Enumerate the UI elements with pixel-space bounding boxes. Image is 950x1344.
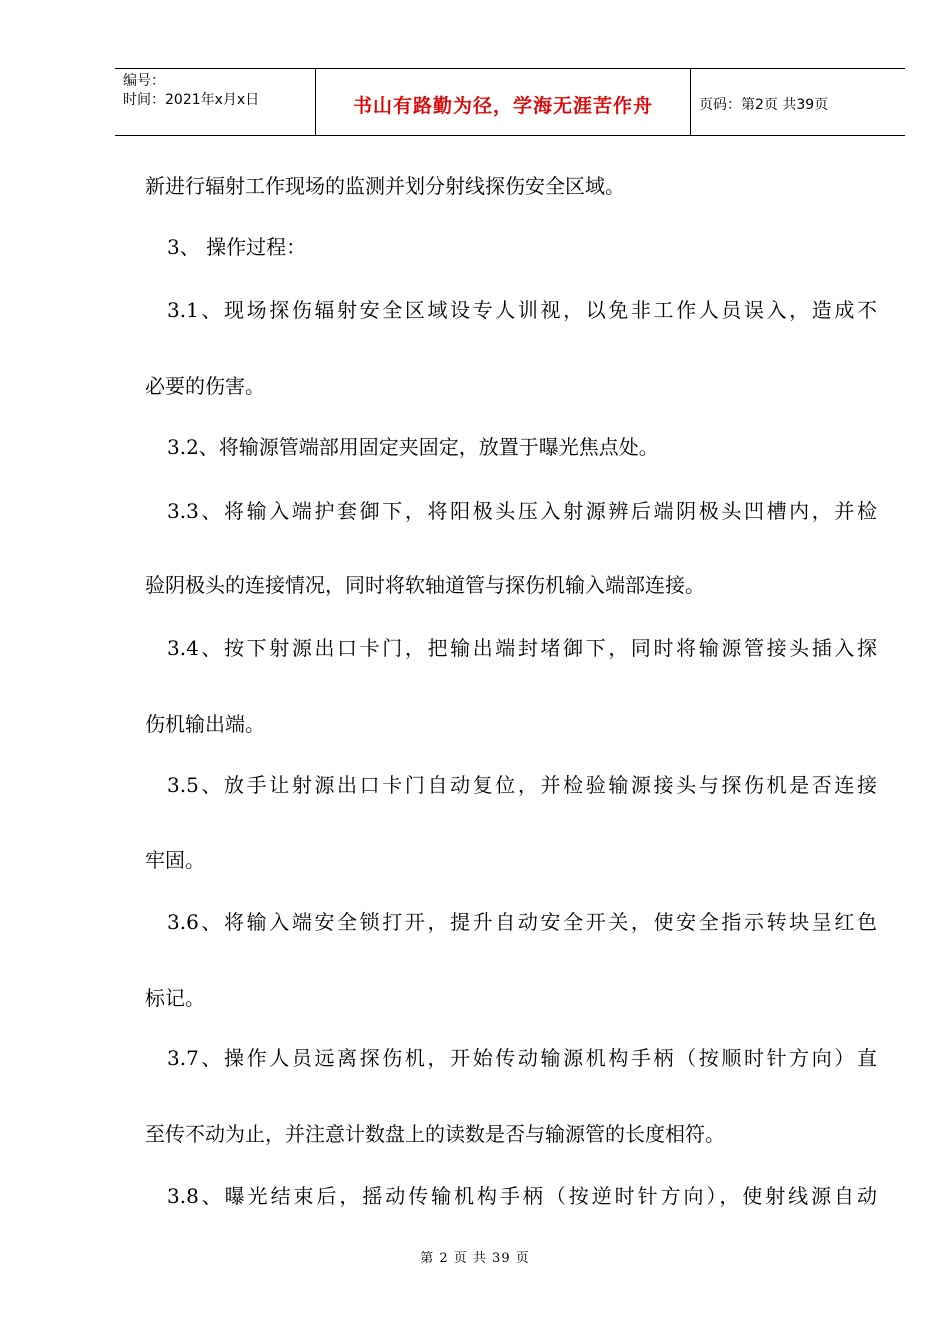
body-line: 3.6、将输入端安全锁打开，提升自动安全开关，使安全指示转块呈红色: [167, 910, 877, 934]
body-line: 3.3、将输入端护套御下，将阳极头压入射源辨后端阴极头凹槽内，并检: [167, 499, 877, 523]
page-header: [115, 68, 905, 136]
body-line: 牢固。: [145, 848, 205, 872]
body-line: 3.8、曝光结束后，摇动传输机构手柄（按逆时针方向），使射线源自动: [167, 1184, 877, 1208]
body-line: 3.1、现场探伤辐射安全区域设专人训视，以免非工作人员误入，造成不: [167, 298, 877, 322]
body-line: 3.5、放手让射源出口卡门自动复位，并检验输源接头与探伤机是否连接: [167, 773, 877, 797]
document-number: 编号：: [123, 73, 165, 89]
section-heading: 3、 操作过程：: [167, 235, 307, 259]
body-line: 伤机输出端。: [145, 712, 265, 736]
body-line: 验阴极头的连接情况，同时将软轴道管与探伤机输入端部连接。: [145, 573, 705, 597]
body-line: 必要的伤害。: [145, 374, 265, 398]
header-meta: [115, 69, 316, 135]
body-line: 标记。: [145, 986, 205, 1010]
document-time: 时间：2021年x月x日: [123, 92, 260, 108]
body-line: 新进行辐射工作现场的监测并划分射线探伤安全区域。: [145, 174, 625, 198]
motto: 书山有路勤为径，学海无涯苦作舟: [352, 94, 653, 117]
header-page-number: 页码：第2页 共39页: [699, 97, 829, 113]
body-line: 3.4、按下射源出口卡门，把输出端封堵御下，同时将输源管接头插入探: [167, 636, 877, 660]
header-page-cell: [691, 69, 905, 135]
body-line: 至传不动为止，并注意计数盘上的读数是否与输源管的长度相符。: [145, 1122, 725, 1146]
body-line: 3.7、操作人员远离探伤机，开始传动输源机构手柄（按顺时针方向）直: [167, 1046, 877, 1070]
page-footer: 第 2 页 共 39 页: [420, 1251, 530, 1266]
header-motto-cell: [316, 69, 691, 135]
body-line: 3.2、将输源管端部用固定夹固定，放置于曝光焦点处。: [167, 435, 659, 459]
